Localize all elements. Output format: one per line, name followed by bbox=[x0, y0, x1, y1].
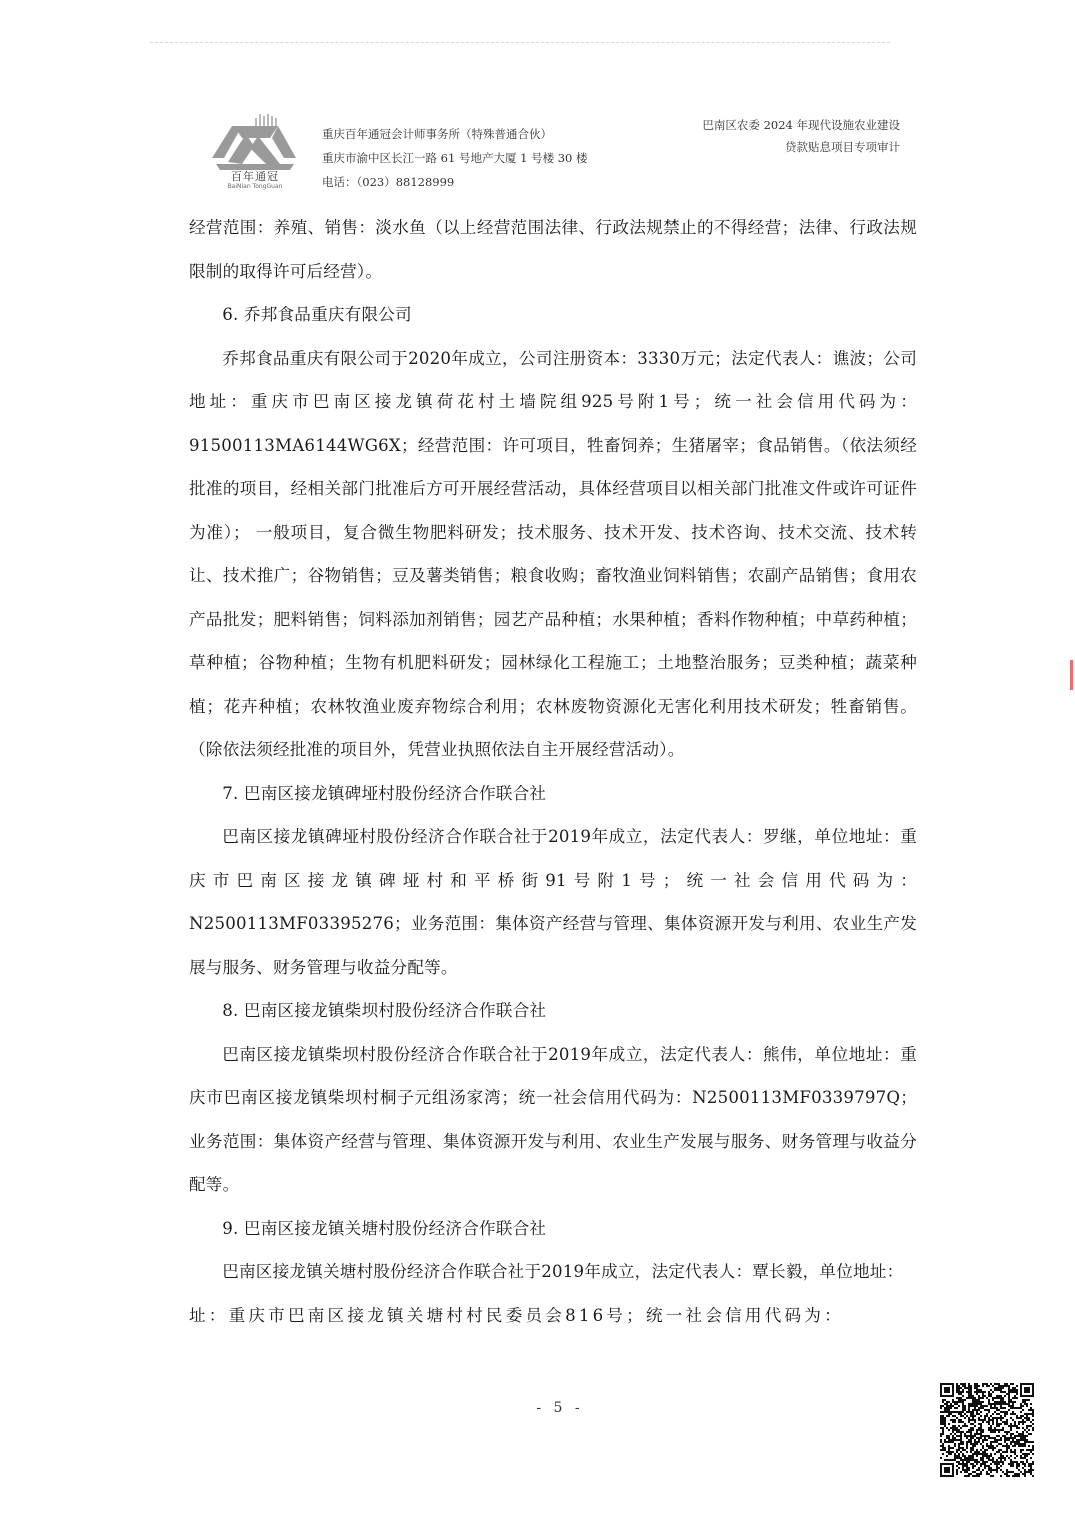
project-title-line2: 贷款贴息项目专项审计 bbox=[785, 140, 900, 154]
firm-address: 重庆市渝中区长江一路 61 号地产大厦 1 号楼 30 楼 bbox=[322, 151, 588, 165]
paragraph-business-scope: 经营范围：养殖、销售：淡水鱼（以上经营范围法律、行政法规禁止的不得经营；法律、行政法规限制的取得许可后经营）。 bbox=[189, 218, 917, 281]
section-heading-9: 9. 巴南区接龙镇关塘村股份经济合作联合社 bbox=[222, 1218, 547, 1238]
paragraph-9-line1: 巴南区接龙镇关塘村股份经济合作联合社于2019年成立，法定代表人：覃长毅，单位地址： bbox=[222, 1262, 904, 1281]
paragraph-9-line2: 址：重庆市巴南区接龙镇关塘村村民委员会816号；统一社会信用代码为： bbox=[189, 1305, 844, 1325]
firm-name: 重庆百年通冠会计师事务所（特殊普通合伙） bbox=[322, 127, 552, 141]
firm-info bbox=[322, 122, 588, 194]
logo-text-cn: 百年通冠 bbox=[231, 170, 279, 183]
page-number: - 5 - bbox=[536, 1400, 584, 1416]
document-body bbox=[189, 206, 917, 1337]
paragraph-8: 巴南区接龙镇柴坝村股份经济合作联合社于2019年成立，法定代表人：熊伟，单位地址：重庆市巴南区接龙镇柴坝村桐子元组汤家湾；统一社会信用代码为：N2500113MF0339797Q；业务范围：集体资产经营与管理、集体资源开发与利用、农业生产发展与服务、财务管理与收益分配等。 bbox=[189, 1044, 917, 1194]
section-heading-6: 6. 乔邦食品重庆有限公司 bbox=[222, 305, 412, 324]
scan-edge-mark bbox=[1070, 660, 1073, 690]
project-title bbox=[702, 114, 900, 158]
qr-code-icon bbox=[940, 1383, 1034, 1477]
paragraph-6: 乔邦食品重庆有限公司于2020年成立，公司注册资本：3330万元；法定代表人：谯波；公司地址：重庆市巴南区接龙镇荷花村土墙院组925号附1号；统一社会信用代码为：91500113MA6144WG6X；经营范围：许可项目，牲畜饲养；生猪屠宰；食品销售。（依法须经批准的项目，经相关部门批准后方可开展经营活动，具体经营项目以相关部门批准文件或许可证件为准）； 一般项目，复合微生物肥料研发；技术服务、技术开发、技术咨询、技术交流、技术转让、技术推广；谷物销售；豆及薯类销售；粮食收购；畜牧渔业饲料销售；农副产品销售；食用农产品批发；肥料销售；饲料添加剂销售；园艺产品种植；水果种植；香料作物种植；中草药种植；草种植；谷物种植；生物有机肥料研发；园林绿化工程施工；土地整治服务；豆类种植；蔬菜种植；花卉种植；农林牧渔业废弃物综合利用；农林废物资源化无害化利用技术研发；牲畜销售。（除依法须经批准的项目外，凭营业执照依法自主开展经营活动）。 bbox=[189, 348, 917, 759]
logo-text-en: BaiNian TongGuan bbox=[227, 183, 283, 190]
firm-phone: 电话：（023）88128999 bbox=[322, 175, 455, 189]
scan-artifact-line bbox=[150, 42, 890, 43]
section-heading-7: 7. 巴南区接龙镇碑垭村股份经济合作联合社 bbox=[222, 783, 547, 803]
section-heading-8: 8. 巴南区接龙镇柴坝村股份经济合作联合社 bbox=[222, 1001, 547, 1020]
paragraph-7: 巴南区接龙镇碑垭村股份经济合作联合社于2019年成立，法定代表人：罗继，单位地址：重庆市巴南区接龙镇碑垭村和平桥街91号附1号；统一社会信用代码为：N2500113MF03395276；业务范围：集体资产经营与管理、集体资源开发与利用、农业生产发展与服务、财务管理与收益分配等。 bbox=[189, 827, 917, 977]
project-title-line1: 巴南区农委 2024 年现代设施农业建设 bbox=[702, 118, 900, 132]
